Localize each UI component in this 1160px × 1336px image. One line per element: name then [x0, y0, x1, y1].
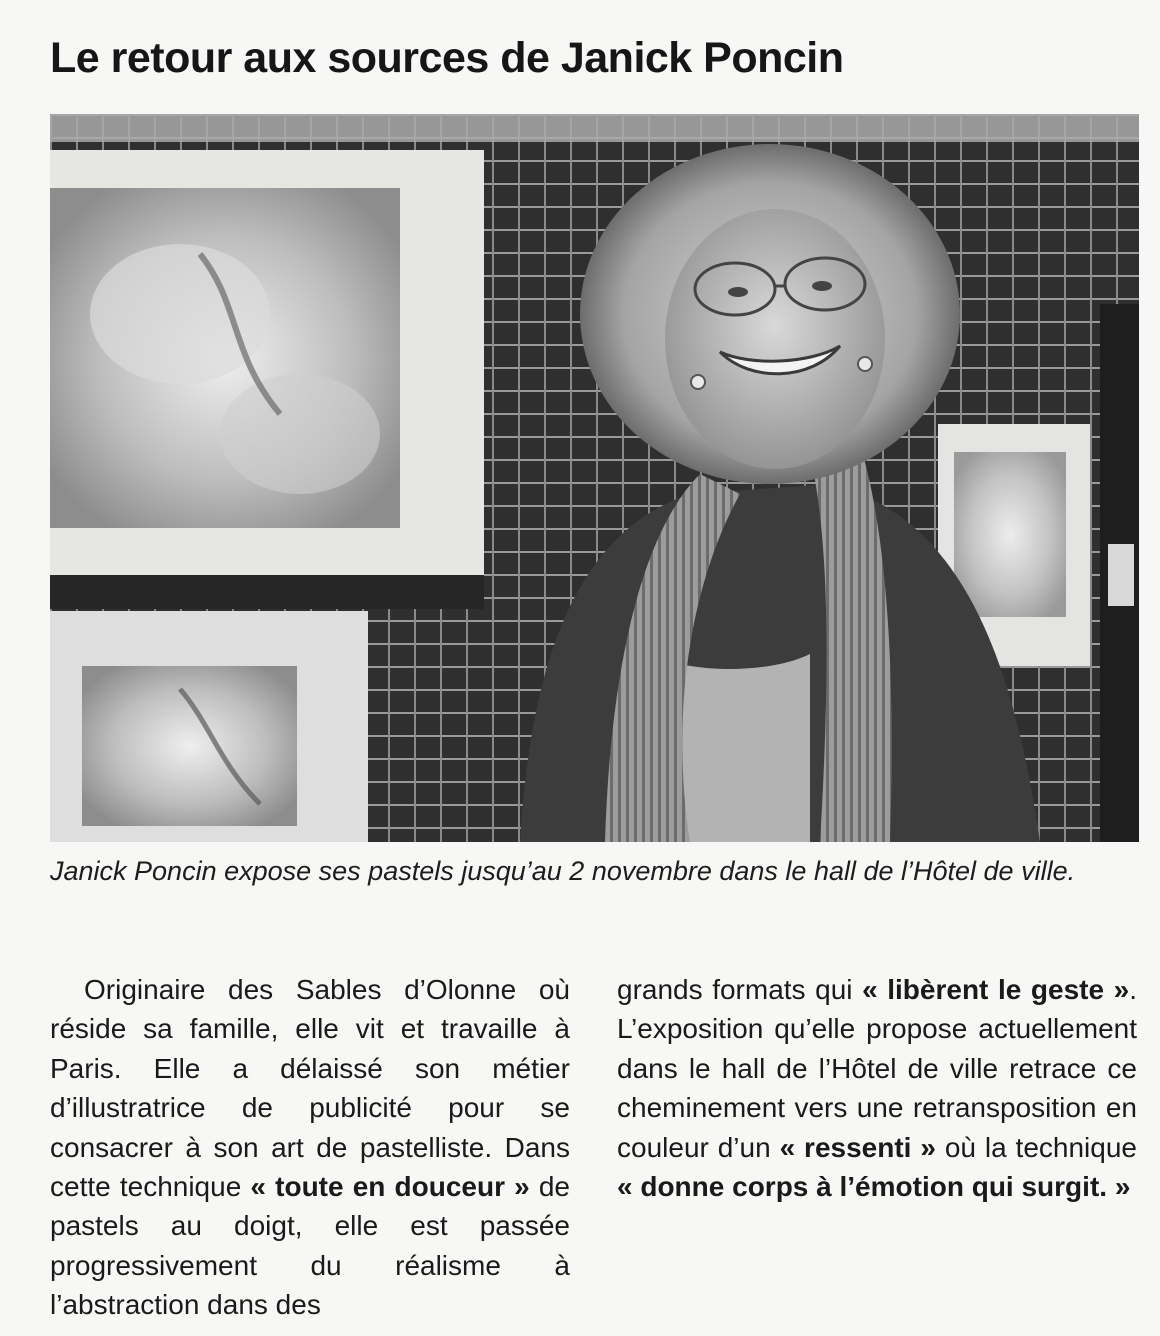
- column-right-text-1: grands formats qui: [617, 974, 863, 1005]
- article-photo: [50, 114, 1139, 842]
- article-column-right: [617, 970, 1137, 1206]
- face: [665, 209, 885, 469]
- column-right-text-2: . L’exposition qu’elle propose actuellement dans le hall de l’Hôtel de ville retrace ce cheminement vers une retransposition en couleur d’un: [617, 974, 1137, 1163]
- article-column-left: [50, 970, 570, 1325]
- quote-liberent-le-geste: « libèrent le geste »: [862, 974, 1130, 1005]
- quote-ressenti: « ressenti »: [779, 1131, 936, 1163]
- article-headline: Le retour aux sources de Janick Poncin: [50, 34, 844, 82]
- column-left-text-2: de pastels au doigt, elle est passée progressivement du réalisme à l’abstraction dans des: [50, 1171, 570, 1321]
- column-left-text-1: Originaire des Sables d’Olonne où réside sa famille, elle vit et travaille à Paris. Elle a délaissé son métier d’illustratrice de publicité pour se consacrer à son art de pastelliste. Dans cette technique: [50, 974, 570, 1203]
- quote-donne-corps: « donne corps à l’émotion qui surgit. »: [617, 1171, 1131, 1203]
- small-pastel-artwork: [82, 666, 297, 826]
- photo-caption: Janick Poncin expose ses pastels jusqu’au 2 novembre dans le hall de l’Hôtel de ville.: [50, 856, 1076, 886]
- quote-toute-en-douceur: « toute en douceur »: [250, 1171, 530, 1203]
- column-right-text-3: où la technique: [935, 1131, 1137, 1163]
